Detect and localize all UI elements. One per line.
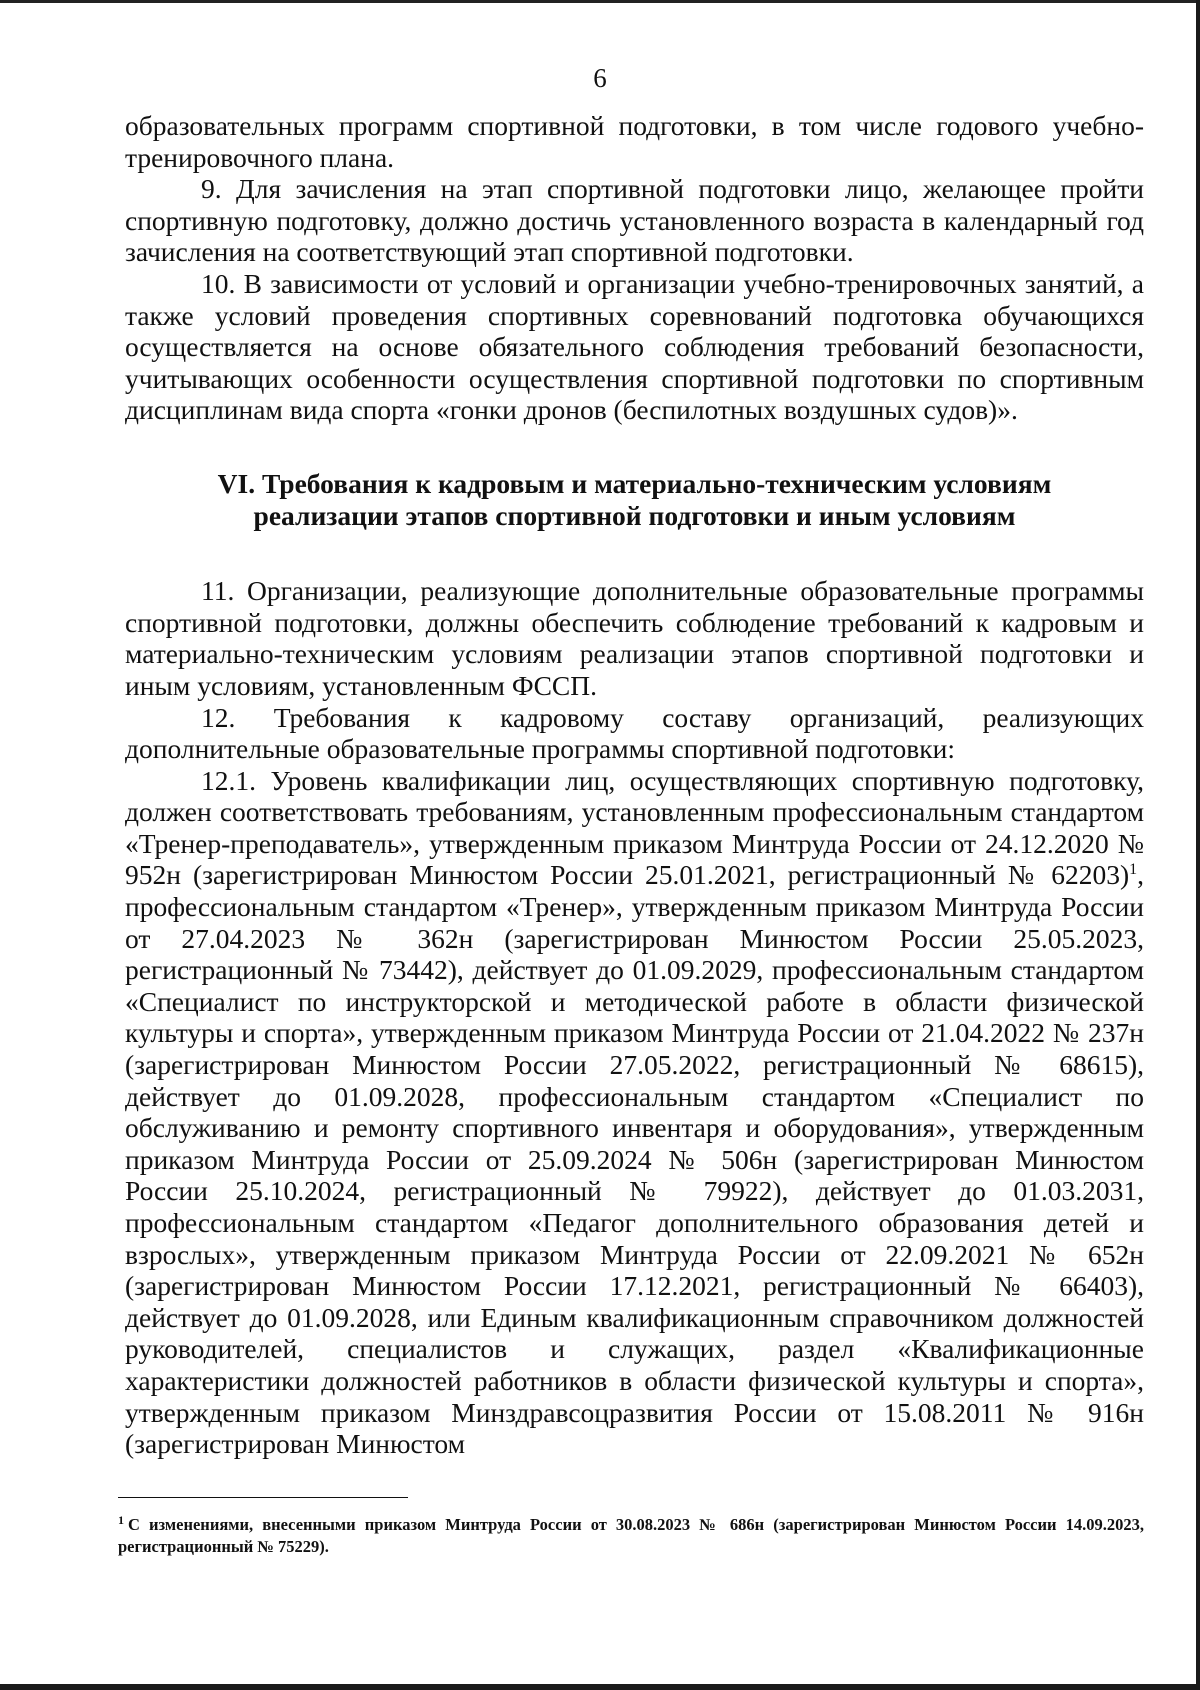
paragraph-12-1 xyxy=(125,765,1144,1460)
document-body xyxy=(125,110,1144,1460)
scan-edge-top xyxy=(0,0,1200,3)
footnote xyxy=(118,1514,1144,1558)
paragraph-12-1-text-end: , профессиональным стандартом «Тренер», утвержденным приказом Минтруда России от 27.04.2023 № 362н (зарегистрирован Минюстом России 25.05.2023, регистрационный № 73442), действует до 01.09.2029, профессиональным стандартом «Специалист по инструкторской и методической работе в области физической культуры и спорта», утвержденным приказом Минтруда России от 21.04.2022 № 237н (зарегистрирован Минюстом России 27.05.2022, регистрационный № 68615), действует до 01.09.2028, профессиональным стандартом «Специалист по обслуживанию и ремонту спортивного инвентаря и оборудования», утвержденным приказом Минтруда России от 25.09.2024 № 506н (зарегистрирован Минюстом России 25.10.2024, регистрационный № 79922), действует до 01.03.2031, профессиональным стандартом «Педагог дополнительного образования детей и взрослых», утвержденным приказом Минтруда России от 22.09.2021 № 652н (зарегистрирован Минюстом России 17.12.2021, регистрационный № 66403), действует до 01.09.2028, или Единым квалификационным справочником должностей руководителей, специалистов и служащих, раздел «Квалификационные характеристики должностей работников в области физической культуры и спорта», утвержденным приказом Минздравсоцразвития России от 15.08.2011 № 916н (зарегистрирован Минюстом xyxy=(125,859,1144,1460)
section-heading-line-2: реализации этапов спортивной подготовки и иным условиям xyxy=(253,499,1016,531)
scan-edge-bottom xyxy=(0,1684,1200,1690)
paragraph-continuation: образовательных программ спортивной подготовки, в том числе годового учебно-тренировочного плана. xyxy=(125,110,1144,173)
footnote-reference[interactable]: 1 xyxy=(1129,861,1138,879)
paragraph-12-1-text-start: 12.1. Уровень квалификации лиц, осуществляющих спортивную подготовку, должен соответствовать требованиям, установленным профессиональным стандартом «Тренер-преподаватель», утвержденным приказом Минтруда России от 24.12.2020 № 952н (зарегистрирован Минюстом России 25.01.2021, регистрационный № 62203) xyxy=(125,764,1144,891)
paragraph-11: 11. Организации, реализующие дополнительные образовательные программы спортивной подготовки, должны обеспечить соблюдение требований к кадровым и материально-техническим условиям реализации этапов спортивной подготовки и иным условиям, установленным ФССП. xyxy=(125,575,1144,701)
paragraph-12: 12. Требования к кадровому составу организаций, реализующих дополнительные образовательные программы спортивной подготовки: xyxy=(125,701,1144,765)
footnote-divider xyxy=(118,1497,408,1498)
paragraph-10: 10. В зависимости от условий и организации учебно-тренировочных занятий, а также условий проведения спортивных соревнований подготовка обучающихся осуществляется на основе обязательного соблюдения требований безопасности, учитывающих особенности осуществления спортивной подготовки по спортивным дисциплинам вида спорта «гонки дронов (беспилотных воздушных судов)». xyxy=(125,267,1144,426)
section-heading-line-1: VI. Требования к кадровым и материально-техническим условиям xyxy=(217,467,1052,499)
scan-edge-right xyxy=(1196,0,1200,1690)
section-heading xyxy=(125,468,1144,531)
page-number: 6 xyxy=(593,63,607,93)
footnote-marker: 1 xyxy=(118,1512,124,1527)
footnote-text: С изменениями, внесенными приказом Минтруда России от 30.08.2023 № 686н (зарегистрирован Минюстом России 14.09.2023, регистрационный № 75229). xyxy=(118,1515,1144,1556)
paragraph-9: 9. Для зачисления на этап спортивной подготовки лицо, желающее пройти спортивную подготовку, должно достичь установленного возраста в календарный год зачисления на соответствующий этап спортивной подготовки. xyxy=(125,173,1144,268)
